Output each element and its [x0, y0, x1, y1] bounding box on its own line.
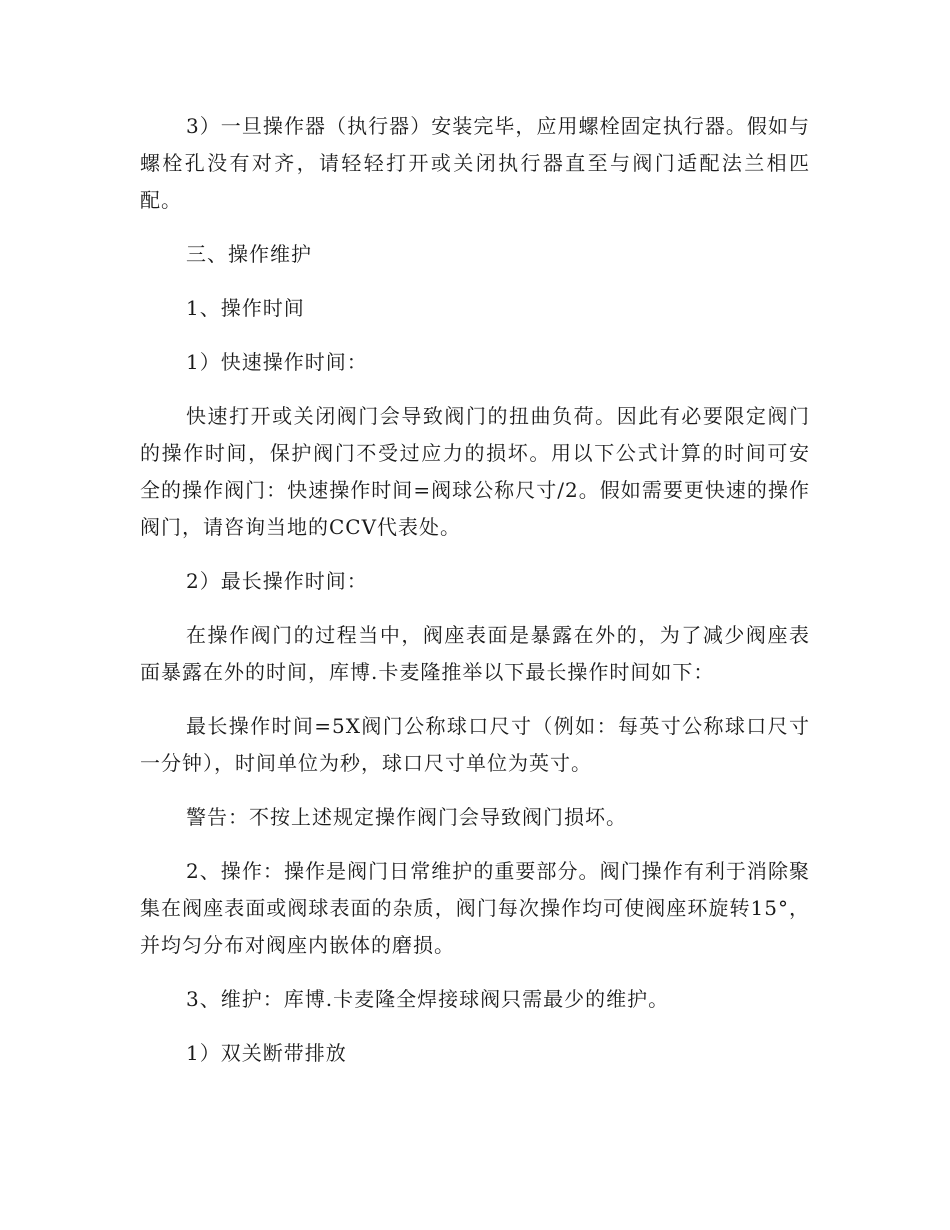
paragraph-actuator-install: 3）一旦操作器（执行器）安装完毕，应用螺栓固定执行器。假如与螺栓孔没有对齐，请轻轻打开或关闭执行器直至与阀门适配法兰相匹配。 [140, 114, 810, 212]
paragraph-warning: 警告：不按上述规定操作阀门会导致阀门损坏。 [186, 805, 627, 829]
subheading-operation-time: 1、操作时间 [186, 296, 305, 320]
section-heading-operation-maintenance: 三、操作维护 [186, 242, 312, 266]
paragraph-fast-operation: 快速打开或关闭阀门会导致阀门的扭曲负荷。因此有必要限定阀门的操作时间，保护阀门不受过应力的损坏。用以下公式计算的时间可安全的操作阀门：快速操作时间=阀球公称尺寸/2。假如需要更快速的操作阀门，请咨询当地的CCV代表处。 [140, 404, 810, 539]
subheading-double-block-bleed: 1）双关断带排放 [186, 1041, 347, 1065]
paragraph-operation: 2、操作：操作是阀门日常维护的重要部分。阀门操作有利于消除聚集在阀座表面或阀球表面的杂质，阀门每次操作均可使阀座环旋转15°，并均匀分布对阀座内嵌体的磨损。 [140, 859, 810, 957]
subheading-fast-operation-time: 1）快速操作时间： [186, 350, 368, 374]
paragraph-seat-exposure: 在操作阀门的过程当中，阀座表面是暴露在外的，为了减少阀座表面暴露在外的时间，库博.卡麦隆推举以下最长操作时间如下： [140, 623, 810, 684]
paragraph-maintenance: 3、维护：库博.卡麦隆全焊接球阀只需最少的维护。 [186, 987, 670, 1011]
paragraph-max-operation-formula: 最长操作时间=5X阀门公称球口尺寸（例如：每英寸公称球口尺寸一分钟），时间单位为秒，球口尺寸单位为英寸。 [140, 714, 810, 775]
subheading-max-operation-time: 2）最长操作时间： [186, 569, 368, 593]
document-body [140, 108, 810, 1089]
